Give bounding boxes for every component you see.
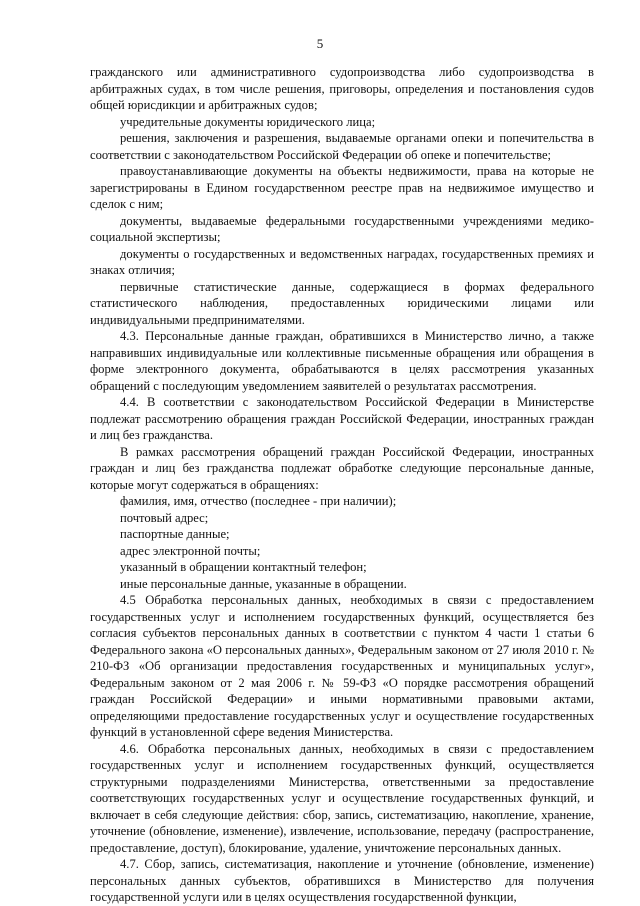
paragraph-section-4-7: 4.7. Сбор, запись, систематизация, накопление и уточнение (обновление, изменение) персональных данных субъектов, обратившихся в Министерство для получения государственной услуги или в целях осуществления государственной функции, bbox=[90, 857, 594, 904]
list-item-passport-data: паспортные данные; bbox=[120, 527, 230, 541]
page-number: 5 bbox=[316, 36, 324, 51]
list-item-contact-phone: указанный в обращении контактный телефон; bbox=[120, 560, 367, 574]
paragraph-awards-documents: документы о государственных и ведомственных наградах, государственных премиях и знаках отличия; bbox=[90, 246, 594, 277]
document-body bbox=[90, 64, 594, 906]
paragraph-section-4-6: 4.6. Обработка персональных данных, необходимых в связи с предоставлением государственных услуг и исполнением государственных функций, осуществляется структурными подразделениями Министерства, ответственными за предоставление соответствующих государственных услуг и осуществление государственных функций, и включает в себя следующие действия: сбор, запись, систематизацию, накопление, хранение, уточнение (обновление, изменение), извлечение, использование, передачу (распространение, предоставление, доступ), блокирование, удаление, уничтожение персональных данных. bbox=[90, 741, 594, 855]
paragraph-court-documents-continued: гражданского или административного судопроизводства либо судопроизводства в арбитражных судах, в том числе решения, приговоры, определения и постановления судов общей юрисдикции и арбитражных судов; bbox=[90, 65, 594, 112]
paragraph-appeals-personal-data-intro: В рамках рассмотрения обращений граждан Российской Федерации, иностранных граждан и лиц без гражданства подлежат обработке следующие персональные данные, которые могут содержаться в обращениях: bbox=[90, 444, 594, 492]
list-item-postal-address: почтовый адрес; bbox=[120, 510, 209, 525]
paragraph-constituent-documents: учредительные документы юридического лица; bbox=[120, 114, 376, 129]
paragraph-medical-expertise-documents: документы, выдаваемые федеральными государственными учреждениями медико-социальной экспертизы; bbox=[90, 213, 594, 244]
paragraph-section-4-4: 4.4. В соответствии с законодательством Российской Федерации в Министерстве подлежат рассмотрению обращения граждан Российской Федерации, иностранных граждан и лиц без гражданства. bbox=[90, 395, 594, 442]
paragraph-title-documents: правоустанавливающие документы на объекты недвижимости, права на которые не зарегистрированы в Едином государственном реестре прав на недвижимое имущество и сделок с ним; bbox=[90, 164, 594, 211]
list-item-email-address: адрес электронной почты; bbox=[120, 543, 261, 558]
paragraph-guardianship-decisions: решения, заключения и разрешения, выдаваемые органами опеки и попечительства в соответствии с законодательством Российской Федерации об опеке и попечительстве; bbox=[90, 131, 594, 162]
paragraph-section-4-5: 4.5 Обработка персональных данных, необходимых в связи с предоставлением государственных услуг и исполнением государственных функций, осуществляется без согласия субъектов персональных данных в соответствии с пунктом 4 части 1 статьи 6 Федерального закона «О персональных данных», Федеральным законом от 27 июля 2010 г. № 210-ФЗ «Об организации предоставления государственных и муниципальных услуг», Федеральным законом от 2 мая 2006 г. № 59-ФЗ «О порядке рассмотрения обращений граждан Российской Федерации» и иными нормативными правовыми актами, определяющими предоставление государственных услуг и осуществление государственных функций в установленной сфере ведения Министерства. bbox=[90, 593, 594, 739]
list-item-other-personal-data: иные персональные данные, указанные в обращении. bbox=[120, 576, 407, 591]
paragraph-statistical-data: первичные статистические данные, содержащиеся в формах федерального статистического наблюдения, предоставленных юридическими лицами или индивидуальными предпринимателями. bbox=[90, 279, 594, 327]
paragraph-section-4-3: 4.3. Персональные данные граждан, обратившихся в Министерство лично, а также направивших индивидуальные или коллективные письменные обращения или обращения в форме электронного документа, обрабатываются в целях рассмотрения указанных обращений с последующим уведомлением заявителей о результатах рассмотрения. bbox=[90, 329, 594, 393]
list-item-full-name: фамилия, имя, отчество (последнее - при наличии); bbox=[120, 494, 397, 508]
